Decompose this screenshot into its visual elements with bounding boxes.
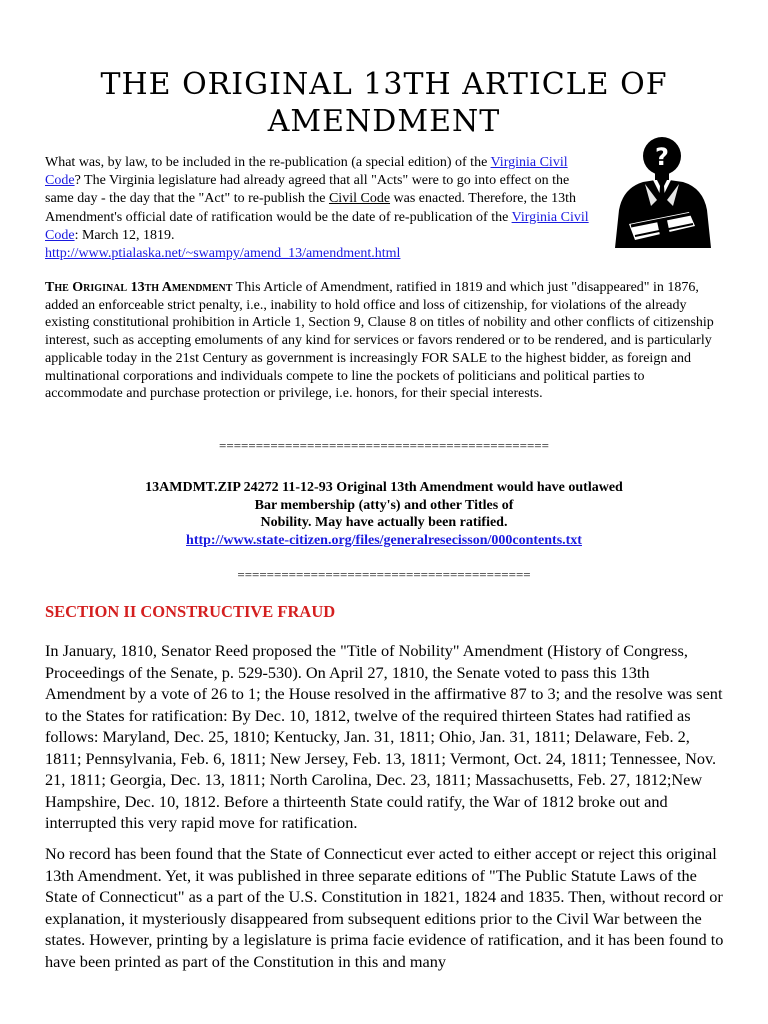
original-13th-body: This Article of Amendment, ratified in 1819 and which just "disappeared" in 1876, added an enforceable strict penalty, i.e., inability to hold office and loss of citizenship, for violations of the already existing constitutional prohibition in Article 1, Section 9, Clause 8 on titles of nobility and other conflicts of citizenship interest, such as accepting emoluments of any kind for services or favors rendered or to be rendered, and is particularly applicable today in the 21st Century as government is increasingly FOR SALE to the highest bidder, as foreign and multinational corporations and individuals compete to line the pockets of politicians and political parties to accommodate and purchase protection or privilege, i.e. honors, for their special interests. xyxy=(45,280,714,402)
body-paragraph-1: In January, 1810, Senator Reed proposed the "Title of Nobility" Amendment (History of Congress, Proceedings of the Senate, p. 529-530). On April 27, 1810, the Senate voted to pass this 13th Amendment by a vote of 26 to 1; the House resolved in the affirmative 87 to 3; and the resolve was sent to the States for ratification: By Dec. 10, 1812, twelve of the required thirteen States had ratified as follows: Maryland, Dec. 25, 1810; Kentucky, Jan. 31, 1811; Ohio, Jan. 31, 1811; Delaware, Feb. 2, 1811; Pennsylvania, Feb. 6, 1811; New Jersey, Feb. 13, 1811; Vermont, Oct. 24, 1811; Tennessee, Nov. 21, 1811; Georgia, Dec. 13, 1811; North Carolina, Dec. 23, 1811; Massachusetts, Feb. 27, 1812;New Hampshire, Dec. 10, 1812. Before a thirteenth State could ratify, the War of 1812 broke out and interrupted this very rapid move for ratification. xyxy=(45,641,723,832)
civil-code-underlined: Civil Code xyxy=(328,191,391,207)
original-13th-paragraph xyxy=(45,279,721,403)
separator-line-2: ======================================== xyxy=(237,567,531,582)
virginia-civil-code-link-2[interactable]: Virginia Civil Code xyxy=(45,209,589,243)
zip-notice-line-1: 13AMDMT.ZIP 24272 11-12-93 Original 13th Amendment would have outlawed xyxy=(145,480,623,495)
section-heading: SECTION II CONSTRUCTIVE FRAUD xyxy=(45,602,336,621)
svg-text:?: ? xyxy=(655,143,669,171)
body-paragraph-2: No record has been found that the State of Connecticut ever acted to either accept or reject this original 13th Amendment. Yet, it was published in three separate editions of "The Public Statute Laws of the State of Connecticut" as a part of the U.S. Constitution in 1821, 1824 and 1835. Then, without record or explanation, it mysteriously disappeared from subsequent editions prior to the Civil War between the states. However, printing by a legislature is prima facie evidence of ratification, and it has been found to have been printed as part of the Constitution in this and many xyxy=(45,844,724,971)
intro-paragraph xyxy=(45,154,601,263)
ptialaska-url-link[interactable]: http://www.ptialaska.net/~swampy/amend_13/amendment.html xyxy=(45,246,401,262)
virginia-civil-code-link-1[interactable]: Virginia Civil Code xyxy=(45,155,568,189)
separator-line-1: ============================================= xyxy=(219,438,549,453)
zip-notice-line-3: Nobility. May have actually been ratified. xyxy=(260,515,508,530)
state-citizen-url-link[interactable]: http://www.state-citizen.org/files/generalresecisson/000contents.txt xyxy=(186,532,582,548)
zip-notice-line-2: Bar membership (atty's) and other Titles of xyxy=(254,497,514,513)
original-13th-lead: The Original 13th Amendment xyxy=(45,280,233,295)
intro-text-3: was enacted. Therefore, the 13th Amendment's official date of ratification would be the date of re-publication of the xyxy=(45,191,576,225)
intro-text-4: : March 12, 1819. xyxy=(74,227,175,243)
page-title: THE ORIGINAL 13TH ARTICLE OF AMENDMENT xyxy=(100,67,668,139)
questioning-person-icon xyxy=(605,136,713,248)
intro-text-2: ? The Virginia legislature had already agreed that all "Acts" were to go into effect on the same day - the day that the "Act" to re-publish the xyxy=(45,173,570,207)
zip-file-notice xyxy=(0,479,768,549)
intro-text-1: What was, by law, to be included in the re-publication (a special edition) of the xyxy=(45,155,491,170)
